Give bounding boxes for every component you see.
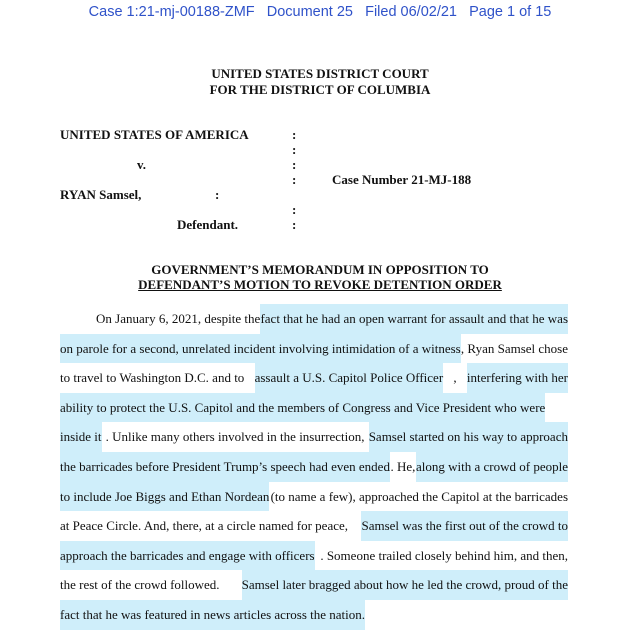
court-district: FOR THE DISTRICT OF COLUMBIA (209, 82, 431, 97)
highlighted-text: to include Joe Biggs and Ethan Nordean (60, 482, 269, 512)
paragraph-line (60, 541, 568, 571)
highlighted-text: interfering with her (467, 363, 568, 393)
plaintiff-name: UNITED STATES OF AMERICA (60, 127, 249, 142)
text-run: (to name a few), approached the Capitol at the barricades (270, 488, 568, 504)
paragraph-line (60, 570, 568, 600)
case-number: Case Number 21-MJ-188 (332, 172, 472, 187)
caption-separator: : (292, 217, 297, 232)
highlighted-text: Samsel was the first out of the crowd to (361, 511, 568, 541)
highlighted-text: Samsel started on his way to approach (369, 422, 568, 452)
caption-separator: : (292, 127, 297, 142)
highlighted-text: Samsel later bragged about how he led the crowd, proud of the (242, 570, 568, 600)
text-run: to travel to Washington D.C. and to (60, 370, 245, 386)
text-run: . He, (390, 458, 416, 474)
highlighted-text: the barricades before President Trump’s speech had even ended (60, 452, 390, 482)
paragraph-line (60, 511, 568, 541)
caption-separator: : (292, 142, 297, 157)
defendant-label: Defendant. (177, 217, 239, 232)
highlighted-text: assault a U.S. Capitol Police Officer (255, 363, 444, 393)
text-run: , Ryan Samsel chose (460, 340, 568, 356)
paragraph-line (60, 452, 568, 482)
paragraph-line (60, 600, 568, 630)
filed-date: Filed 06/02/21 (365, 4, 457, 20)
highlighted-text: approach the barricades and engage with officers (60, 541, 315, 571)
highlighted-text: along with a crowd of people (416, 452, 568, 482)
caption-separator: : (292, 172, 297, 187)
caption-separator: : (215, 187, 220, 202)
text-run: . Someone trailed closely behind him, and then, (320, 547, 568, 563)
paragraph-line (60, 363, 568, 393)
text-run: On January 6, 2021, despite the (96, 311, 261, 326)
memorandum-body (60, 304, 568, 630)
highlighted-text: fact that he had an open warrant for assault and that he was (260, 304, 568, 334)
paragraph-line (60, 393, 568, 423)
document-number: Document 25 (266, 4, 353, 20)
court-name: UNITED STATES DISTRICT COURT (211, 66, 429, 81)
paragraph-line (60, 482, 568, 512)
highlighted-text: on parole for a second, unrelated incident involving intimidation of a witness (60, 334, 461, 364)
memorandum-title (0, 262, 640, 292)
paragraph-line (60, 422, 568, 452)
highlighted-text: inside it (60, 422, 102, 452)
page-indicator: Page 1 of 15 (469, 4, 552, 20)
highlighted-text: fact that he was featured in news articles across the nation. (60, 600, 365, 630)
title-line-1: GOVERNMENT’S MEMORANDUM IN OPPOSITION TO (151, 262, 489, 277)
paragraph-line (60, 334, 568, 364)
case-number-header: Case 1:21-mj-00188-ZMF (88, 4, 255, 20)
text-run: the rest of the crowd followed. (60, 577, 220, 593)
title-line-2: DEFENDANT’S MOTION TO REVOKE DETENTION ORDER (138, 277, 502, 292)
case-caption (0, 0, 640, 240)
text-run: , (453, 370, 457, 386)
defendant-name: RYAN Samsel, (60, 187, 142, 202)
paragraph-line (60, 304, 568, 334)
highlighted-text: ability to protect the U.S. Capitol and the members of Congress and Vice President who were (60, 393, 545, 423)
text-run: . Unlike many others involved in the insurrection, (105, 429, 365, 445)
caption-separator: : (292, 202, 297, 217)
text-run: at Peace Circle. And, there, at a circle named for peace, (60, 518, 349, 534)
caption-separator: : (292, 157, 297, 172)
versus-label: v. (137, 157, 147, 172)
